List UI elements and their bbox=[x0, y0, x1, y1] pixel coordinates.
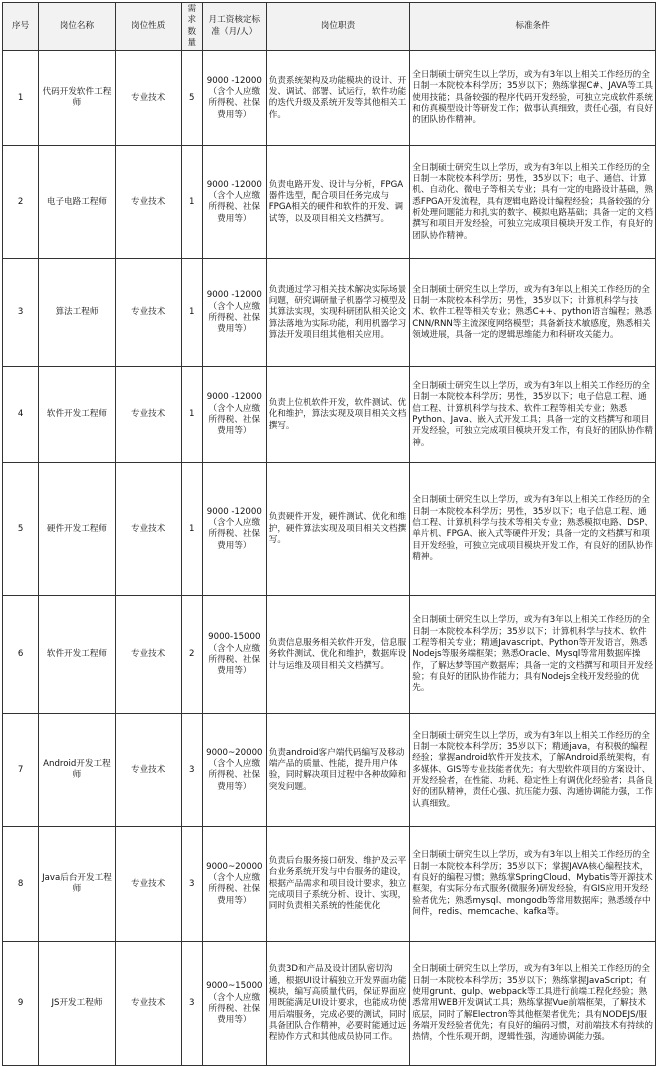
table-row bbox=[3, 259, 656, 367]
table-row bbox=[3, 367, 656, 463]
cell-no: 4 bbox=[3, 367, 39, 463]
cell-name: 代码开发软件工程师 bbox=[39, 51, 116, 146]
cell-nature: 专业技术 bbox=[115, 51, 181, 146]
header-nature: 岗位性质 bbox=[115, 3, 181, 51]
cell-no: 2 bbox=[3, 146, 39, 259]
cell-count: 3 bbox=[181, 942, 202, 1066]
cell-no: 8 bbox=[3, 827, 39, 942]
cell-nature: 专业技术 bbox=[115, 146, 181, 259]
cell-no: 1 bbox=[3, 51, 39, 146]
header-row bbox=[3, 3, 656, 51]
cell-req: 全日制硕士研究生以上学历，或为有3年以上相关工作经历的全日制一本院校本科学历；35岁以下；精通java，有积极的编程经验；掌握android软件开发技术，了解Android系统架构，有多媒体、GIS等专业技能者优先；有大型软件项目的方案设计、开发经验者，在性能、功耗、稳定性上有调优化经验者；具备良好的团队精神，责任心强、抗压能力强、沟通协调能力强，工作认真细致。 bbox=[410, 714, 656, 827]
job-table bbox=[2, 2, 656, 1066]
cell-nature: 专业技术 bbox=[115, 367, 181, 463]
cell-salary: 9000 -12000（含个人应缴所得税、社保费用等） bbox=[202, 259, 266, 367]
cell-duty: 负责信息服务相关软件开发，信息服务软件测试、优化和维护，数据库设计与运维及项目相关文档撰写。 bbox=[266, 596, 410, 714]
cell-nature: 专业技术 bbox=[115, 259, 181, 367]
cell-count: 3 bbox=[181, 827, 202, 942]
header-salary: 月工资核定标准（月/人） bbox=[202, 3, 266, 51]
cell-req: 全日制硕士研究生以上学历，或为有3年以上相关工作经历的全日制一本院校本科学历；35岁以下；计算机科学与技术、软件工程等相关专业；精通Javascript、Python等开发语言，熟悉Nodejs等服务端框架；熟悉Oracle、Mysql等常用数据库操作，了解达梦等国产数据库；具备一定的文档撰写和项目开发经验；有良好的团队协作能力；具有Nodejs全栈开发经验的优先。 bbox=[410, 596, 656, 714]
header-duty: 岗位职责 bbox=[266, 3, 410, 51]
cell-no: 7 bbox=[3, 714, 39, 827]
cell-salary: 9000~20000（含个人应缴所得税、社保费用等） bbox=[202, 827, 266, 942]
table-row bbox=[3, 942, 656, 1066]
table-header bbox=[3, 3, 656, 51]
cell-duty: 负责通过学习相关技术解决实际场景问题，研究调研量子机器学习模型及其算法实现，实现科研团队相关论文算法落地为实际功能，利用机器学习算法开发项目组其他相关应用。 bbox=[266, 259, 410, 367]
cell-name: Java后台开发工程师 bbox=[39, 827, 116, 942]
header-count: 需求数量 bbox=[181, 3, 202, 51]
cell-salary: 9000 -12000（含个人应缴所得税、社保费用等） bbox=[202, 367, 266, 463]
cell-duty: 负责android客户端代码编写及移动端产品的质量、性能，提升用户体验，同时解决项目过程中各种故障和突发问题。 bbox=[266, 714, 410, 827]
table-row bbox=[3, 827, 656, 942]
cell-no: 9 bbox=[3, 942, 39, 1066]
table-row bbox=[3, 51, 656, 146]
cell-salary: 9000~20000（含个人应缴所得税、社保费用等） bbox=[202, 714, 266, 827]
cell-salary: 9000 -12000（含个人应缴所得税、社保费用等） bbox=[202, 146, 266, 259]
table-row bbox=[3, 596, 656, 714]
cell-count: 1 bbox=[181, 367, 202, 463]
cell-count: 1 bbox=[181, 463, 202, 596]
cell-count: 1 bbox=[181, 259, 202, 367]
cell-no: 6 bbox=[3, 596, 39, 714]
header-name: 岗位名称 bbox=[39, 3, 116, 51]
table-row bbox=[3, 146, 656, 259]
cell-salary: 9000-15000（含个人应缴所得税、社保费用等） bbox=[202, 596, 266, 714]
header-no: 序号 bbox=[3, 3, 39, 51]
cell-nature: 专业技术 bbox=[115, 463, 181, 596]
cell-count: 3 bbox=[181, 714, 202, 827]
cell-name: JS开发工程师 bbox=[39, 942, 116, 1066]
cell-count: 5 bbox=[181, 51, 202, 146]
cell-count: 1 bbox=[181, 146, 202, 259]
cell-req: 全日制硕士研究生以上学历，或为有3年以上相关工作经历的全日制一本院校本科学历；35岁以下；掌握JAVA核心编程技术，有良好的编程习惯；熟练掌SpringCloud、Mybatis等开源技术框架，有实际分布式服务(微服务)研发经验，有GIS应用开发经验者优先；熟悉mysql、mongodb等常用数据库；熟悉缓存中间件，redis、memcache、kafka等。 bbox=[410, 827, 656, 942]
cell-duty: 负责硬件开发，硬件测试、优化和维护，硬件算法实现及项目相关文档撰写。 bbox=[266, 463, 410, 596]
cell-duty: 负责上位机软件开发，软件测试、优化和维护，算法实现及项目相关文档撰写。 bbox=[266, 367, 410, 463]
table-row bbox=[3, 714, 656, 827]
cell-name: 算法工程师 bbox=[39, 259, 116, 367]
cell-req: 全日制硕士研究生以上学历，或为有3年以上相关工作经历的全日制一本院校本科学历；35岁以下；熟练掌握JavaScript；有使用grunt、gulp、webpack等工具进行前端工程化经验；熟悉常用WEB开发调试工具；熟练掌握Vue前端框架，了解技术底层，同时了解Electron等其他框架者优先；具有NODEJS/服务端开发经验者优先；有良好的编码习惯，对前端技术有持续的热情，个性乐观开朗，逻辑性强，沟通协调能力强。 bbox=[410, 942, 656, 1066]
cell-name: 硬件开发工程师 bbox=[39, 463, 116, 596]
cell-name: 软件开发工程师 bbox=[39, 596, 116, 714]
cell-req: 全日制硕士研究生以上学历，或为有3年以上相关工作经历的全日制一本院校本科学历；男性，35岁以下；电子、通信、计算机、自动化、微电子等相关专业；具有一定的电路设计基础，熟悉FPGA开发流程，具有逻辑电路设计编程经验；具备较强的分析处理问题能力和扎实的数字、模拟电路基础；具备一定的文档撰写和项目开发经验，可独立完成项目模块开发工作，有良好的团队协作精神。 bbox=[410, 146, 656, 259]
cell-no: 3 bbox=[3, 259, 39, 367]
cell-nature: 专业技术 bbox=[115, 596, 181, 714]
cell-salary: 9000~15000（含个人应缴所得税、社保费用等） bbox=[202, 942, 266, 1066]
cell-name: 电子电路工程师 bbox=[39, 146, 116, 259]
cell-req: 全日制硕士研究生以上学历，或为有3年以上相关工作经历的全日制一本院校本科学历；35岁以下；熟练掌握C#、JAVA等工具使用技能；具备较强的程序代码开发经验，可独立完成软件系统和仿真模型设计等研发工作；做事认真细致，责任心强，有良好的团队协作精神。 bbox=[410, 51, 656, 146]
cell-req: 全日制硕士研究生以上学历，或为有3年以上相关工作经历的全日制一本院校本科学历；男性，35岁以下；电子信息工程、通信工程、计算机科学与技术等相关专业；熟悉模拟电路、DSP、单片机、FPGA、嵌入式等硬件开发；具备一定的文档撰写和项目开发经验，可独立完成项目模块开发工作，有良好的团队协作精神。 bbox=[410, 463, 656, 596]
cell-salary: 9000 -12000（含个人应缴所得税、社保费用等） bbox=[202, 463, 266, 596]
cell-duty: 负责电路开发、设计与分析，FPGA器件选型，配合项目任务完成与FPGA相关的硬件和软件的开发、调试等，以及项目相关文档撰写。 bbox=[266, 146, 410, 259]
cell-duty: 负责3D和产品及设计团队密切沟通，根据UI设计稿独立开发界面功能模块，编写高质量代码，保证界面应用既能满足UI设计要求，也能成功使用后端服务，完成必要的测试，同时具备团队合作精神，必要时能通过远程协作方式和其他成员协同工作。 bbox=[266, 942, 410, 1066]
table-body bbox=[3, 51, 656, 1066]
cell-nature: 专业技术 bbox=[115, 827, 181, 942]
cell-duty: 负责后台服务接口研发、维护及云平台业务系统开发与中台服务的建设，根据产品需求和项目设计要求，独立完成项目子系统分析、设计、实现，同时负责相关系统的性能优化 bbox=[266, 827, 410, 942]
cell-req: 全日制硕士研究生以上学历，或为有3年以上相关工作经历的全日制一本院校本科学历；男性，35岁以下；计算机科学与技术、软件工程等相关专业；熟悉C++、python语言编程；熟悉CNN/RNN等主流深度网络模型；具备新技术敏感度，熟悉相关领域进展，具备一定的逻辑思维能力和科研攻关能力。 bbox=[410, 259, 656, 367]
cell-nature: 专业技术 bbox=[115, 714, 181, 827]
cell-salary: 9000 -12000（含个人应缴所得税、社保费用等） bbox=[202, 51, 266, 146]
cell-req: 全日制硕士研究生以上学历，或为有3年以上相关工作经历的全日制一本院校本科学历；男性，35岁以下；电子信息工程、通信工程、计算机科学与技术、软件工程等相关专业；熟悉Python、Java、嵌入式开发工具；具备一定的文档撰写和项目开发经验，可独立完成项目模块开发工作，有良好的团队协作精神。 bbox=[410, 367, 656, 463]
cell-name: 软件开发工程师 bbox=[39, 367, 116, 463]
cell-duty: 负责系统架构及功能模块的设计、开发、调试、部署、试运行，软件功能的迭代升级及系统开发等其他相关工作。 bbox=[266, 51, 410, 146]
cell-nature: 专业技术 bbox=[115, 942, 181, 1066]
cell-count: 2 bbox=[181, 596, 202, 714]
cell-name: Android开发工程师 bbox=[39, 714, 116, 827]
page bbox=[2, 2, 656, 1066]
cell-no: 5 bbox=[3, 463, 39, 596]
table-row bbox=[3, 463, 656, 596]
header-req: 标准条件 bbox=[410, 3, 656, 51]
